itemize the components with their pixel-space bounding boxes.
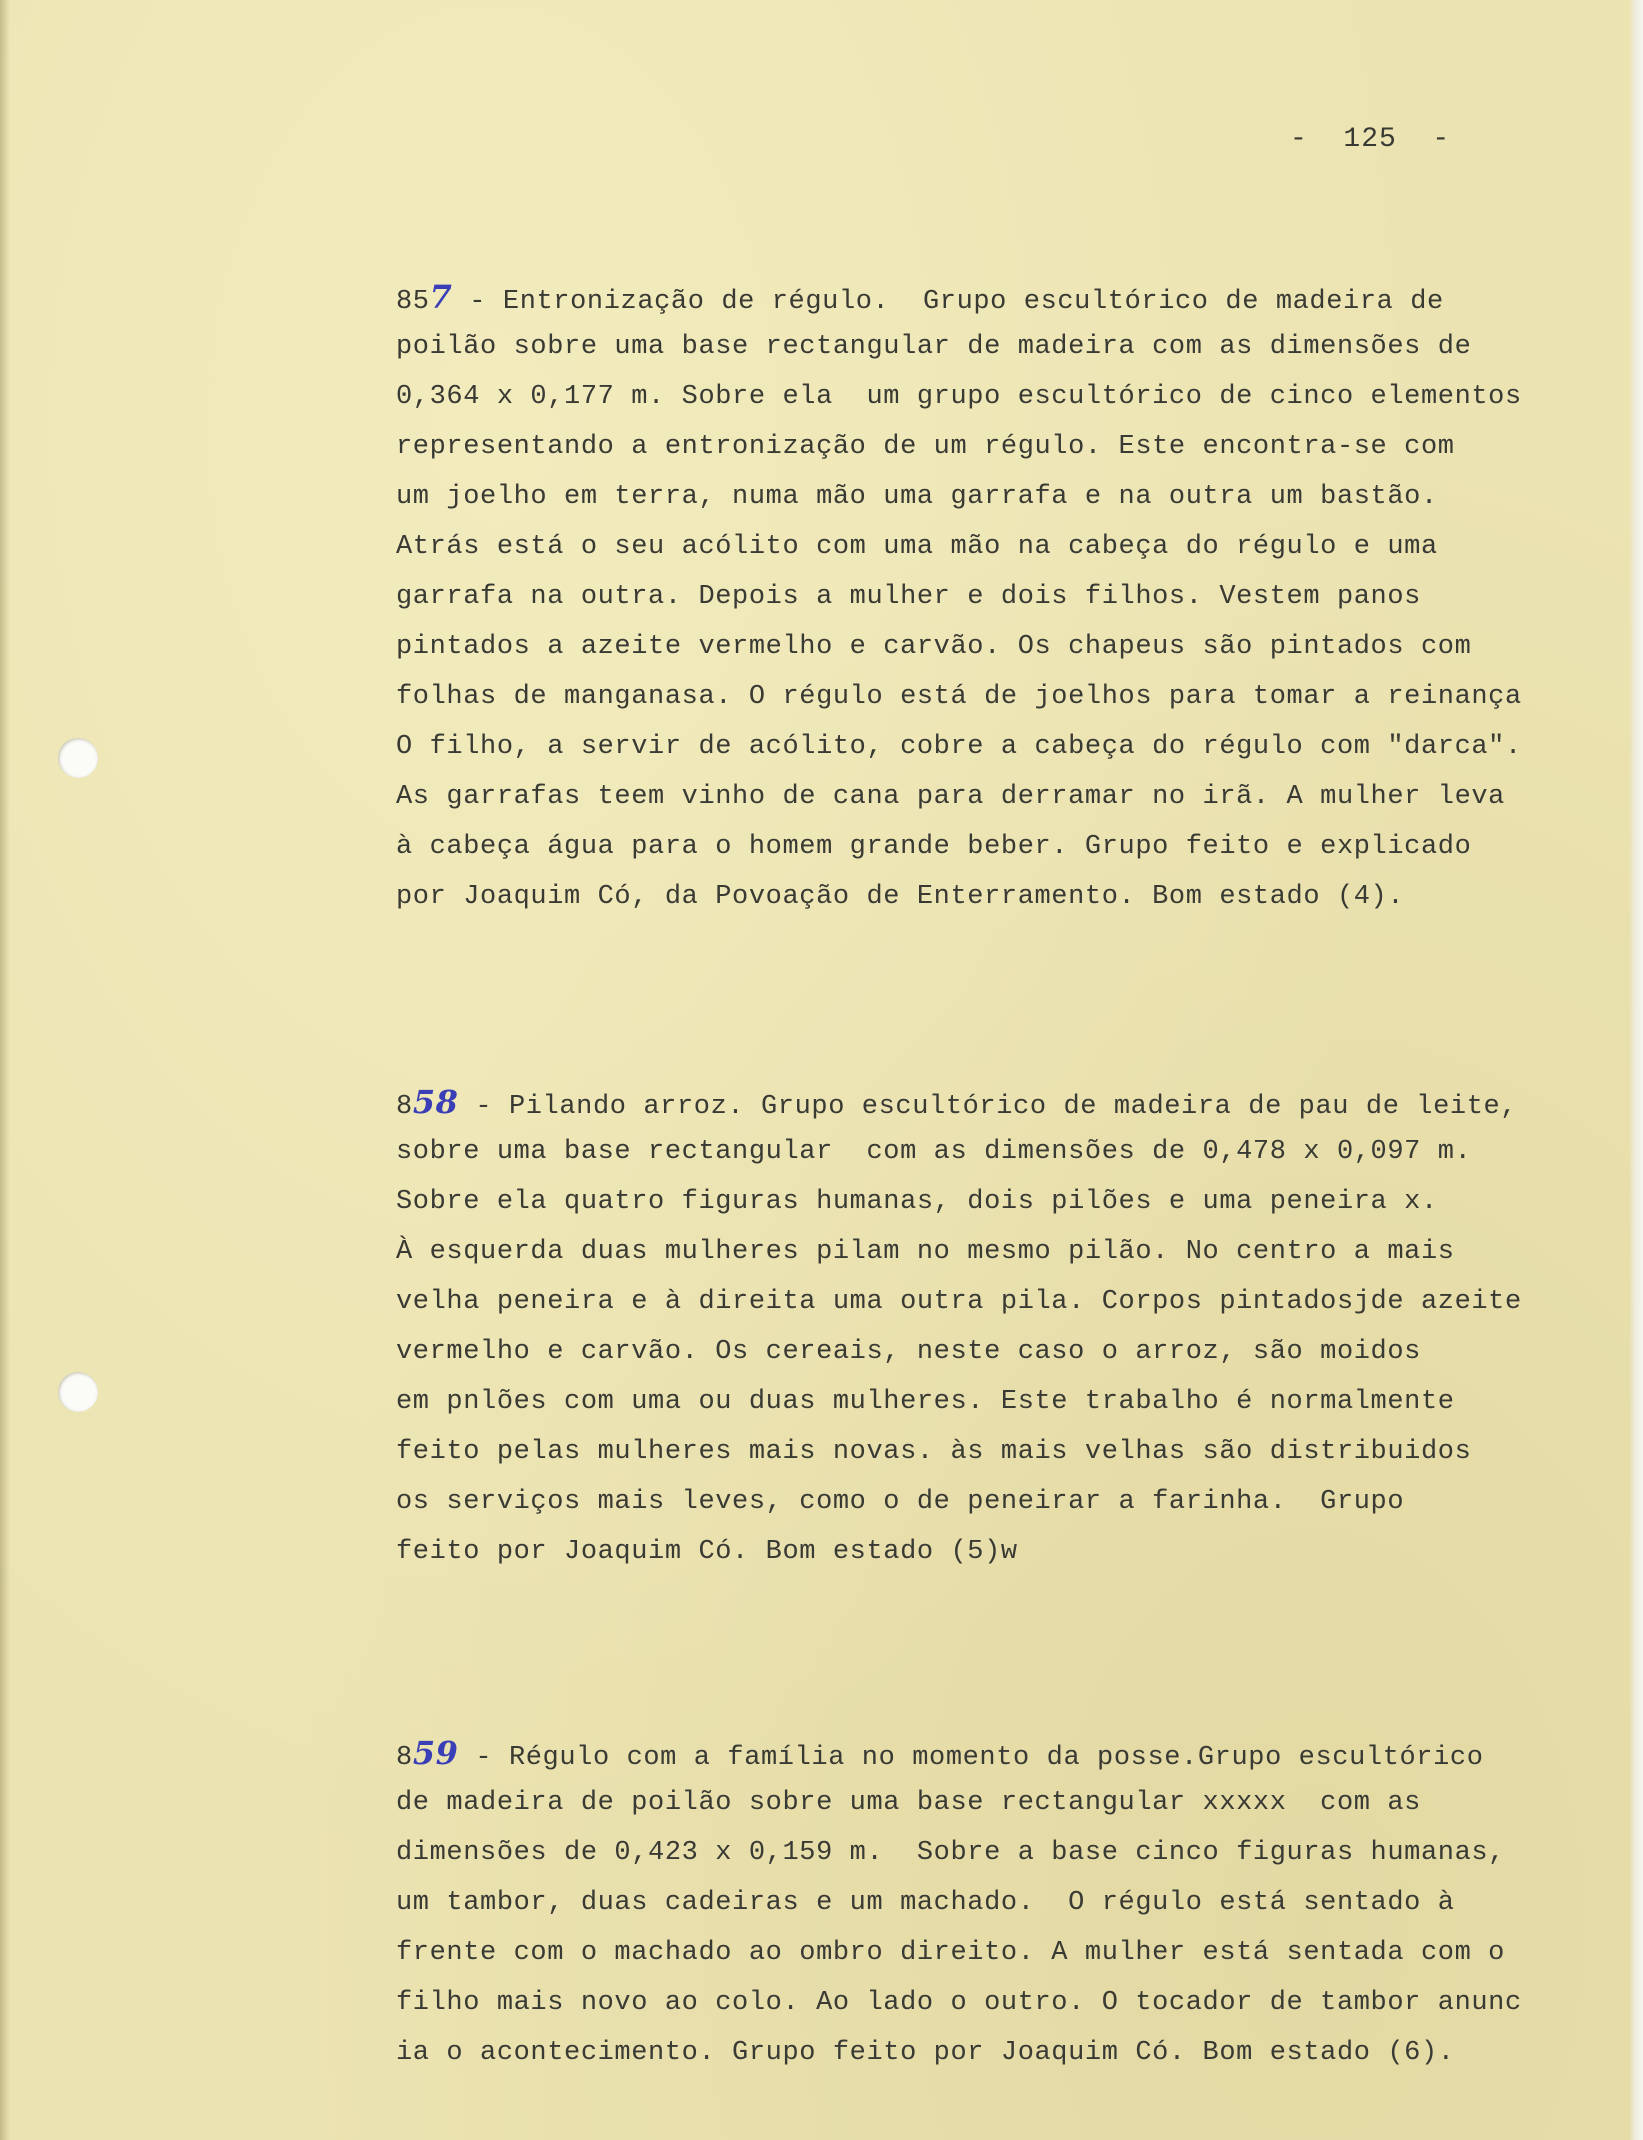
entry-line: por Joaquim Có, da Povoação de Enterramento. Bom estado (4). — [396, 882, 1405, 912]
entry-line: vermelho e carvão. Os cereais, neste caso o arroz, são moidos — [396, 1337, 1421, 1367]
entry-line: à cabeça água para o homem grande beber. Grupo feito e explicado — [396, 832, 1472, 862]
punch-hole-bottom — [58, 1372, 98, 1412]
entry-first-line — [396, 1728, 1606, 1778]
entry-line: O filho, a servir de acólito, cobre a cabeça do régulo com "darca". — [396, 732, 1522, 762]
entry-line: dimensões de 0,423 x 0,159 m. Sobre a base cinco figuras humanas, — [396, 1838, 1505, 1868]
entry-line: ia o acontecimento. Grupo feito por Joaquim Có. Bom estado (6). — [396, 2038, 1455, 2068]
entry-first-line — [396, 272, 1606, 322]
entry-first-line-text: - Entronização de régulo. Grupo escultórico de madeira de — [452, 287, 1444, 317]
entry-line: sobre uma base rectangular com as dimensões de 0,478 x 0,097 m. — [396, 1137, 1472, 1167]
entry-line: Atrás está o seu acólito com uma mão na cabeça do régulo e uma — [396, 532, 1438, 562]
entry-line: representando a entronização de um régulo. Este encontra-se com — [396, 432, 1455, 462]
entry-line: As garrafas teem vinho de cana para derramar no irã. A mulher leva — [396, 782, 1505, 812]
entry-line: os serviços mais leves, como o de peneirar a farinha. Grupo — [396, 1487, 1405, 1517]
entry-line: folhas de manganasa. O régulo está de joelhos para tomar a reinança — [396, 682, 1522, 712]
catalog-entry-857 — [396, 272, 1606, 922]
entry-line: poilão sobre uma base rectangular de madeira com as dimensões de — [396, 332, 1472, 362]
entry-line: garrafa na outra. Depois a mulher e dois filhos. Vestem panos — [396, 582, 1421, 612]
entry-number-prefix: 85 — [396, 287, 430, 317]
entry-first-line-text: - Pilando arroz. Grupo escultórico de madeira de pau de leite, — [458, 1092, 1518, 1122]
handwritten-digit: 59 — [412, 1734, 459, 1772]
left-edge-shadow — [0, 0, 10, 2140]
entry-line: um joelho em terra, numa mão uma garrafa e na outra um bastão. — [396, 482, 1438, 512]
entry-first-line — [396, 1077, 1606, 1127]
entry-line: filho mais novo ao colo. Ao lado o outro. O tocador de tambor anunc — [396, 1988, 1522, 2018]
entry-line: um tambor, duas cadeiras e um machado. O régulo está sentado à — [396, 1888, 1455, 1918]
punch-hole-top — [58, 738, 98, 778]
entry-first-line-text: - Régulo com a família no momento da posse.Grupo escultórico — [458, 1743, 1484, 1773]
handwritten-digit: 58 — [412, 1083, 459, 1121]
entry-number-prefix: 8 — [396, 1743, 413, 1773]
entry-line: feito por Joaquim Có. Bom estado (5)w — [396, 1537, 1018, 1567]
entry-line: 0,364 x 0,177 m. Sobre ela um grupo escultórico de cinco elementos — [396, 382, 1522, 412]
entry-line: Sobre ela quatro figuras humanas, dois pilões e uma peneira x. — [396, 1187, 1438, 1217]
entry-line: velha peneira e à direita uma outra pila. Corpos pintadosjde azeite — [396, 1287, 1522, 1317]
handwritten-digit: 7 — [429, 278, 453, 316]
right-page-edge — [1629, 0, 1643, 2140]
entry-line: frente com o machado ao ombro direito. A mulher está sentada com o — [396, 1938, 1505, 1968]
entry-number-prefix: 8 — [396, 1092, 413, 1122]
entry-line: pintados a azeite vermelho e carvão. Os chapeus são pintados com — [396, 632, 1472, 662]
entry-line: em pnlões com uma ou duas mulheres. Este trabalho é normalmente — [396, 1387, 1455, 1417]
entry-line: feito pelas mulheres mais novas. às mais velhas são distribuidos — [396, 1437, 1472, 1467]
page-number: - 125 - — [1290, 124, 1451, 155]
entry-line: de madeira de poilão sobre uma base rectangular xxxxx com as — [396, 1788, 1421, 1818]
entry-line: À esquerda duas mulheres pilam no mesmo pilão. No centro a mais — [396, 1237, 1455, 1267]
catalog-entry-858 — [396, 1077, 1606, 1577]
catalog-entry-859 — [396, 1728, 1606, 2078]
